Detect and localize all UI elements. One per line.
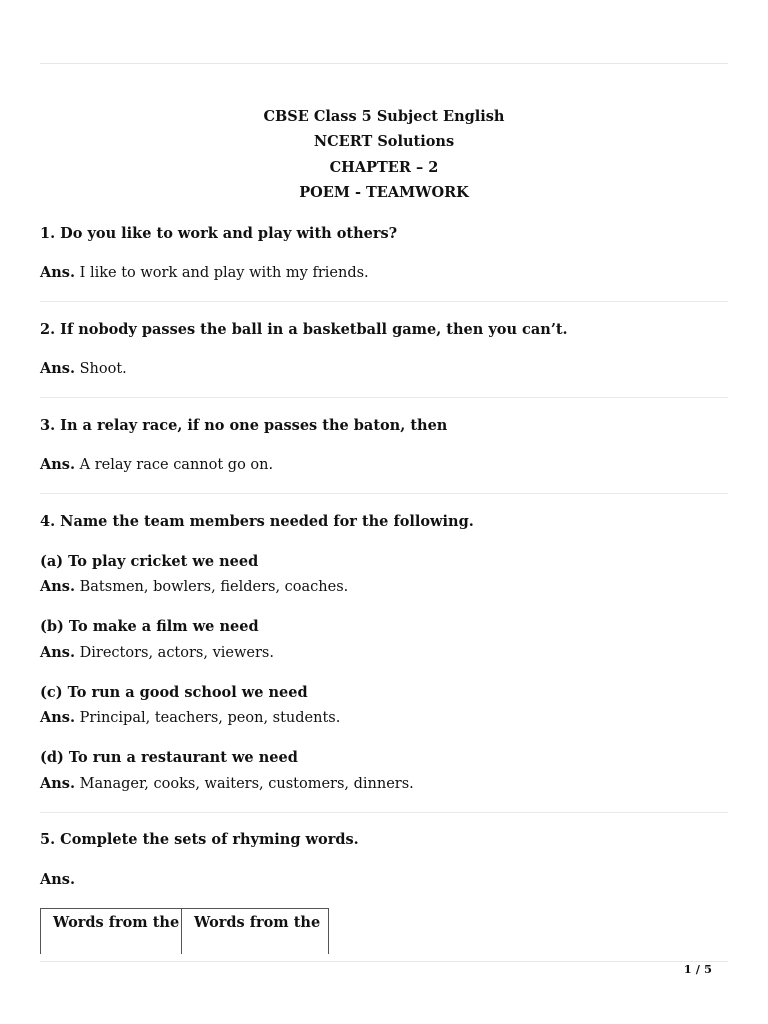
answer-text: Shoot. bbox=[75, 361, 127, 377]
page-indicator: 1 / 5 bbox=[683, 962, 712, 976]
question-4d: (d) To run a restaurant we need bbox=[40, 749, 298, 766]
table-header-cell: Words from the bbox=[182, 909, 329, 955]
answer-text: Directors, actors, viewers. bbox=[75, 645, 274, 661]
bottom-divider bbox=[40, 961, 728, 962]
answer-text: Manager, cooks, waiters, customers, dinners. bbox=[75, 776, 414, 792]
answer-label: Ans. bbox=[40, 644, 76, 661]
answer-text: I like to work and play with my friends. bbox=[75, 265, 369, 281]
question-3: 3. In a relay race, if no one passes the baton, then bbox=[40, 417, 448, 434]
answer-5-label: Ans. bbox=[40, 871, 76, 888]
answer-label: Ans. bbox=[40, 360, 76, 377]
answer-label: Ans. bbox=[40, 264, 76, 281]
table-header-cell: Words from the bbox=[41, 909, 182, 955]
question-4c: (c) To run a good school we need bbox=[40, 684, 308, 701]
top-divider bbox=[40, 63, 728, 64]
section-divider bbox=[40, 812, 728, 813]
section-divider bbox=[40, 301, 728, 302]
rhyming-words-table bbox=[40, 908, 329, 954]
answer-text: Batsmen, bowlers, fielders, coaches. bbox=[75, 579, 349, 595]
answer-4d bbox=[40, 774, 728, 794]
answer-label: Ans. bbox=[40, 578, 76, 595]
answer-label: Ans. bbox=[40, 775, 76, 792]
answer-4a bbox=[40, 577, 728, 597]
section-divider bbox=[40, 493, 728, 494]
doc-title-line-2: NCERT Solutions bbox=[313, 133, 455, 150]
question-5: 5. Complete the sets of rhyming words. bbox=[40, 831, 359, 848]
question-2: 2. If nobody passes the ball in a basketball game, then you can’t. bbox=[40, 321, 568, 338]
answer-4c bbox=[40, 708, 728, 728]
question-4: 4. Name the team members needed for the following. bbox=[40, 513, 474, 530]
answer-3 bbox=[40, 455, 728, 475]
answer-text: A relay race cannot go on. bbox=[75, 457, 274, 473]
answer-text: Principal, teachers, peon, students. bbox=[75, 710, 341, 726]
question-1: 1. Do you like to work and play with others? bbox=[40, 225, 398, 242]
answer-2 bbox=[40, 359, 728, 379]
doc-title-line-3: CHAPTER – 2 bbox=[329, 159, 439, 176]
question-4a: (a) To play cricket we need bbox=[40, 553, 259, 570]
answer-label: Ans. bbox=[40, 456, 76, 473]
table-header-row bbox=[41, 909, 329, 955]
doc-title-line-1: CBSE Class 5 Subject English bbox=[263, 108, 505, 125]
question-4b: (b) To make a film we need bbox=[40, 618, 259, 635]
answer-1 bbox=[40, 263, 728, 283]
answer-4b bbox=[40, 643, 728, 663]
answer-label: Ans. bbox=[40, 709, 76, 726]
doc-title-line-4: POEM - TEAMWORK bbox=[299, 184, 469, 201]
section-divider bbox=[40, 397, 728, 398]
